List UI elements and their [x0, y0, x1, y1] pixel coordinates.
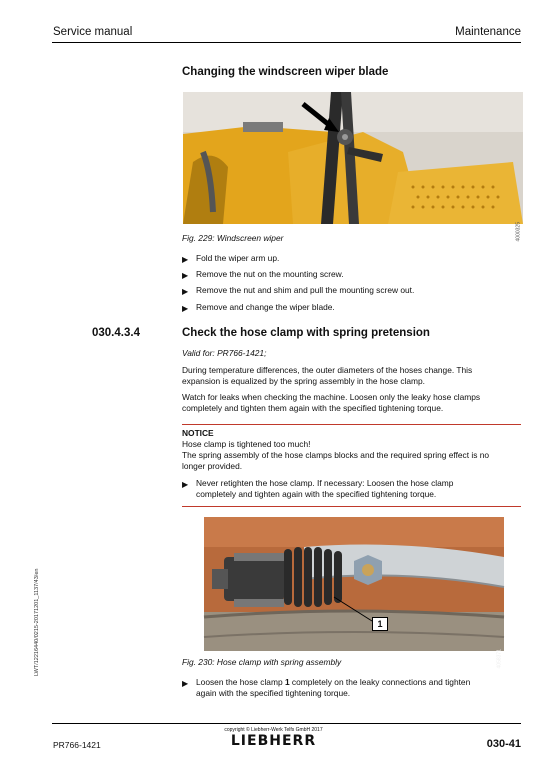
- notice-top-rule: [182, 424, 521, 425]
- figure-caption-229: Fig. 229: Windscreen wiper: [182, 233, 284, 243]
- step-item: ▶ Remove the nut on the mounting screw.: [182, 269, 344, 280]
- callout-1: 1: [372, 617, 388, 631]
- step-item: ▶ Remove the nut and shim and pull the mounting screw out.: [182, 285, 415, 296]
- paragraph-1: During temperature differences, the outer diameters of the hoses change. This expansion is equalized by the spring assembly in the hose clamp.: [182, 365, 473, 386]
- figure-code: 4000325: [515, 222, 521, 242]
- page-number: 030-41: [486, 738, 521, 750]
- triangle-bullet-icon: ▶: [182, 480, 189, 489]
- valid-for: Valid for: PR766-1421;: [182, 348, 267, 358]
- side-document-code: LWT/12216440/0215-20171201_1137/43/en: [34, 568, 40, 676]
- footer-rule: [52, 723, 521, 724]
- triangle-bullet-icon: ▶: [182, 255, 189, 264]
- notice-bottom-rule: [182, 506, 521, 507]
- notice-title: NOTICE: [182, 428, 214, 438]
- figure-caption-230: Fig. 230: Hose clamp with spring assembly: [182, 657, 342, 667]
- copyright: copyright © Liebherr-Werk Telfs GmbH 2017: [224, 727, 323, 733]
- header-rule: [52, 42, 521, 43]
- step-item: ▶ Fold the wiper arm up.: [182, 253, 280, 264]
- section-title-wiper: Changing the windscreen wiper blade: [182, 66, 389, 78]
- liebherr-logo: LIEBHERR: [230, 733, 317, 749]
- paragraph-2: Watch for leaks when checking the machine. Loosen only the leaky hose clamps completely and tighten them again with the specified tightening torque.: [182, 392, 481, 413]
- triangle-bullet-icon: ▶: [182, 304, 189, 313]
- header-right: Maintenance: [455, 26, 521, 38]
- triangle-bullet-icon: ▶: [182, 287, 189, 296]
- triangle-bullet-icon: ▶: [182, 271, 189, 280]
- section-number: 030.4.3.4: [92, 327, 140, 339]
- figure-code: 4058371: [496, 649, 502, 669]
- final-step: ▶ Loosen the hose clamp 1 completely on the leaky connections and tighten again with the specified tightening torque.: [182, 677, 471, 698]
- section-title-hose-clamp: Check the hose clamp with spring pretension: [182, 327, 430, 339]
- notice-step: ▶ Never retighten the hose clamp. If necessary: Loosen the hose clamp completely and tighten again with the specified tightening torque.: [182, 478, 454, 499]
- footer-left: PR766-1421: [53, 740, 101, 750]
- header-left: Service manual: [53, 26, 133, 38]
- triangle-bullet-icon: ▶: [182, 679, 189, 688]
- notice-block: NOTICE Hose clamp is tightened too much! The spring assembly of the hose clamps blocks and the required spring effect is no longer provided.: [182, 428, 490, 471]
- step-item: ▶ Remove and change the wiper blade.: [182, 302, 335, 313]
